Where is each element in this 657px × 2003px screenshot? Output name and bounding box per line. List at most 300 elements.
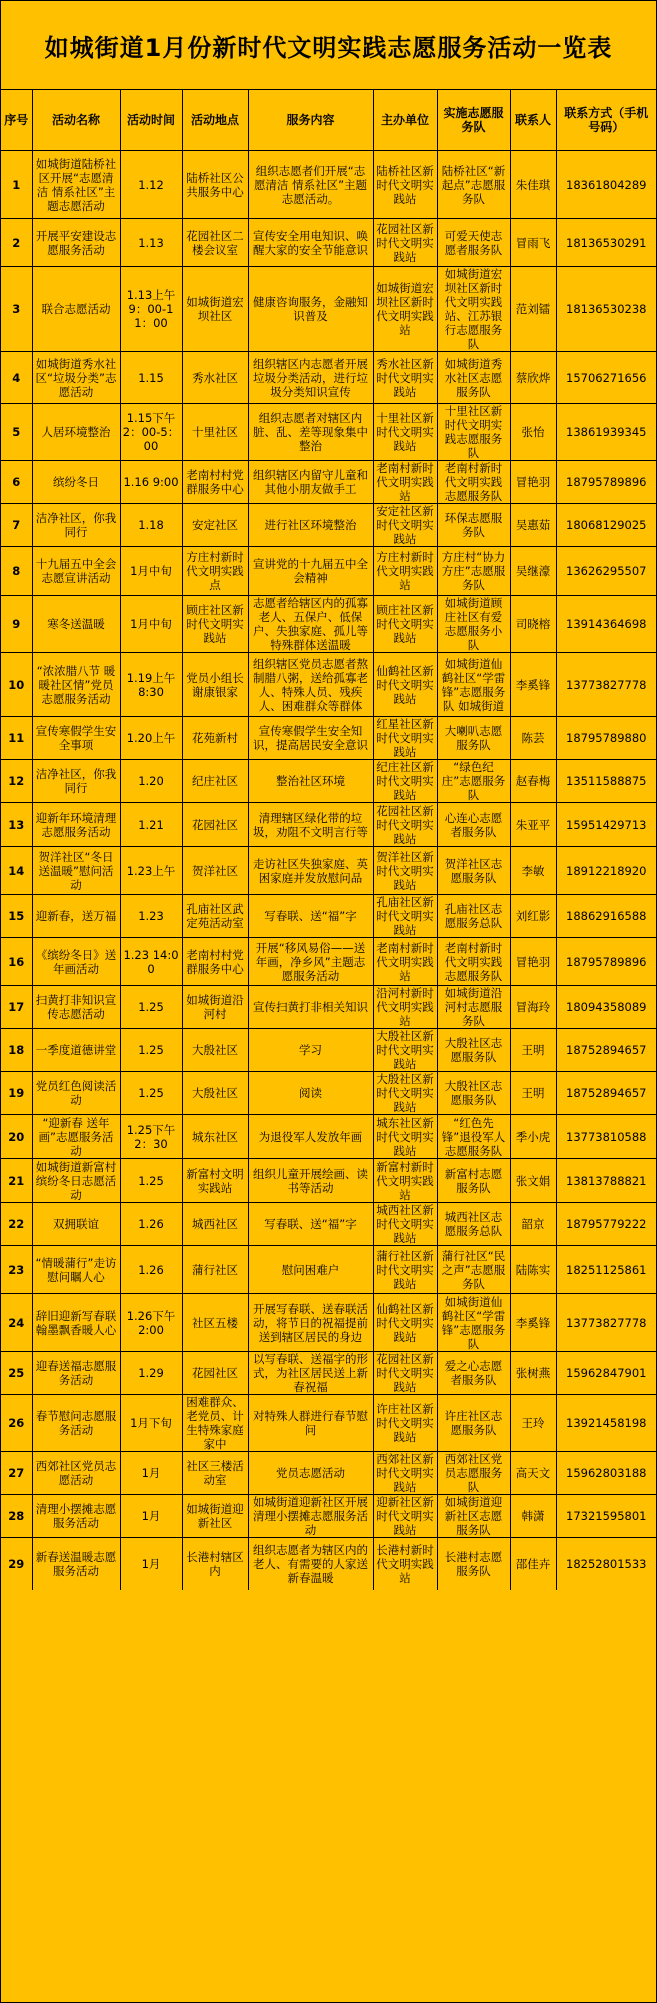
- cell-place: 纪庄社区: [182, 760, 248, 803]
- cell-content: 宣传扫黄打非相关知识: [248, 986, 373, 1029]
- table-body: [1, 151, 656, 1590]
- cell-host: 长港村新时代文明实践站: [373, 1538, 437, 1590]
- cell-time: 1.26下午2:00: [120, 1294, 182, 1352]
- table-row: [1, 1495, 656, 1538]
- cell-name: 人居环境整治: [32, 404, 120, 461]
- cell-phone: 15962803188: [556, 1452, 656, 1495]
- cell-place: 城东社区: [182, 1115, 248, 1159]
- cell-contact: 李敏: [510, 847, 556, 895]
- cell-contact: 季小虎: [510, 1115, 556, 1159]
- cell-contact: 王玲: [510, 1395, 556, 1452]
- cell-name: 如城街道秀水社区“垃圾分类”志愿活动: [32, 352, 120, 404]
- cell-team: 长港村志愿服务队: [437, 1538, 510, 1590]
- table-row: [1, 1072, 656, 1115]
- cell-no: 21: [1, 1159, 32, 1203]
- cell-team: 大殷社区志愿服务队: [437, 1029, 510, 1072]
- cell-content: 如城街道迎新社区开展清理小摆摊志愿服务活动: [248, 1495, 373, 1538]
- cell-name: “情暖蒲行”走访慰问瞩人心: [32, 1246, 120, 1294]
- cell-phone: 18068129025: [556, 504, 656, 547]
- cell-team: 如城街道仙鹤社区“学雷锋”志愿服务队 如城街道: [437, 653, 510, 717]
- cell-contact: 蔡欣烨: [510, 352, 556, 404]
- cell-place: 如城街道迎新社区: [182, 1495, 248, 1538]
- cell-phone: 15951429713: [556, 803, 656, 847]
- cell-content: 组织儿童开展绘画、读书等活动: [248, 1159, 373, 1203]
- header-contact: 联系人: [510, 90, 556, 151]
- header-phone: 联系方式（手机号码）: [556, 90, 656, 151]
- cell-no: 28: [1, 1495, 32, 1538]
- cell-host: 大殷社区新时代文明实践站: [373, 1029, 437, 1072]
- cell-team: 城西社区志愿服务总队: [437, 1203, 510, 1246]
- cell-content: 组织志愿者为辖区内的老人、有需要的人家送新春温暖: [248, 1538, 373, 1590]
- cell-name: 一季度道德讲堂: [32, 1029, 120, 1072]
- cell-no: 7: [1, 504, 32, 547]
- cell-name: “迎新春 送年画”志愿服务活动: [32, 1115, 120, 1159]
- cell-content: 阅读: [248, 1072, 373, 1115]
- cell-team: 心连心志愿者服务队: [437, 803, 510, 847]
- cell-team: 如城街道迎新社区志愿服务队: [437, 1495, 510, 1538]
- table-row: [1, 461, 656, 504]
- cell-name: 贺洋社区“冬日送温暖”慰问活动: [32, 847, 120, 895]
- cell-host: 花园社区新时代文明实践站: [373, 1352, 437, 1395]
- header-no: 序号: [1, 90, 32, 151]
- cell-time: 1.25: [120, 1029, 182, 1072]
- cell-team: 贺洋社区志愿服务队: [437, 847, 510, 895]
- cell-name: 如城街道新富村缤纷冬日志愿活动: [32, 1159, 120, 1203]
- cell-phone: 15962847901: [556, 1352, 656, 1395]
- header-time: 活动时间: [120, 90, 182, 151]
- cell-host: 城东社区新时代文明实践站: [373, 1115, 437, 1159]
- cell-team: 如城街道沿河村志愿服务队: [437, 986, 510, 1029]
- cell-content: 整治社区环境: [248, 760, 373, 803]
- cell-place: 安定社区: [182, 504, 248, 547]
- cell-contact: 朱亚平: [510, 803, 556, 847]
- cell-time: 1月: [120, 1452, 182, 1495]
- cell-contact: 李奚锋: [510, 653, 556, 717]
- cell-name: 党员红色阅读活动: [32, 1072, 120, 1115]
- cell-name: 如城街道陆桥社区开展“志愿清洁 情系社区”主题志愿活动: [32, 151, 120, 219]
- cell-name: 洁净社区，你我同行: [32, 504, 120, 547]
- cell-content: 党员志愿活动: [248, 1452, 373, 1495]
- table-row: [1, 1395, 656, 1452]
- header-place: 活动地点: [182, 90, 248, 151]
- table-row: [1, 1352, 656, 1395]
- table-row: [1, 653, 656, 717]
- sheet-title: 如城街道1月份新时代文明实践志愿服务活动一览表: [1, 1, 656, 90]
- cell-contact: 韩潇: [510, 1495, 556, 1538]
- cell-host: 大殷社区新时代文明实践站: [373, 1072, 437, 1115]
- cell-contact: 陆陈实: [510, 1246, 556, 1294]
- cell-name: 辞旧迎新写春联 翰墨飘香暖人心: [32, 1294, 120, 1352]
- cell-no: 25: [1, 1352, 32, 1395]
- cell-host: 十里社区新时代文明实践站: [373, 404, 437, 461]
- table-row: [1, 1115, 656, 1159]
- table-row: [1, 1203, 656, 1246]
- cell-place: 贺洋社区: [182, 847, 248, 895]
- header-team: 实施志愿服务队: [437, 90, 510, 151]
- cell-phone: 18094358089: [556, 986, 656, 1029]
- table-row: [1, 1159, 656, 1203]
- cell-phone: 15706271656: [556, 352, 656, 404]
- cell-time: 1.20: [120, 760, 182, 803]
- cell-phone: 13921458198: [556, 1395, 656, 1452]
- cell-name: 春节慰问志愿服务活动: [32, 1395, 120, 1452]
- table-row: [1, 986, 656, 1029]
- table-row: [1, 267, 656, 352]
- cell-team: 大喇叭志愿服务队: [437, 717, 510, 760]
- cell-no: 13: [1, 803, 32, 847]
- cell-time: 1.13: [120, 219, 182, 267]
- cell-phone: 18136530238: [556, 267, 656, 352]
- cell-host: 城西社区新时代文明实践站: [373, 1203, 437, 1246]
- cell-phone: 18252801533: [556, 1538, 656, 1590]
- cell-team: 孔庙社区志愿服务总队: [437, 895, 510, 938]
- cell-phone: 13813788821: [556, 1159, 656, 1203]
- cell-phone: 18795789896: [556, 461, 656, 504]
- cell-team: 如城街道秀水社区志愿服务队: [437, 352, 510, 404]
- header-name: 活动名称: [32, 90, 120, 151]
- cell-place: 老南村村党群服务中心: [182, 461, 248, 504]
- cell-host: 西郊社区新时代文明实践站: [373, 1452, 437, 1495]
- table-row: [1, 895, 656, 938]
- cell-place: 老南村村党群服务中心: [182, 938, 248, 986]
- cell-host: 许庄社区新时代文明实践站: [373, 1395, 437, 1452]
- cell-contact: 冒艳羽: [510, 461, 556, 504]
- cell-no: 8: [1, 547, 32, 596]
- cell-place: 长港村辖区内: [182, 1538, 248, 1590]
- cell-place: 如城街道宏坝社区: [182, 267, 248, 352]
- cell-content: 健康咨询服务，金融知识普及: [248, 267, 373, 352]
- cell-content: 为退役军人发放年画: [248, 1115, 373, 1159]
- cell-no: 3: [1, 267, 32, 352]
- cell-phone: 13511588875: [556, 760, 656, 803]
- cell-host: 迎新社区新时代文明实践站: [373, 1495, 437, 1538]
- cell-no: 18: [1, 1029, 32, 1072]
- cell-host: 蒲行社区新时代文明实践站: [373, 1246, 437, 1294]
- cell-place: 困难群众、老党员、计生特殊家庭家中: [182, 1395, 248, 1452]
- cell-no: 1: [1, 151, 32, 219]
- cell-phone: 13773827778: [556, 1294, 656, 1352]
- table-row: [1, 803, 656, 847]
- cell-contact: 王明: [510, 1072, 556, 1115]
- cell-content: 写春联、送“福”字: [248, 895, 373, 938]
- cell-team: 老南村新时代文明实践志愿服务队: [437, 938, 510, 986]
- cell-place: 社区五楼: [182, 1294, 248, 1352]
- cell-content: 对特殊人群进行春节慰问: [248, 1395, 373, 1452]
- cell-no: 2: [1, 219, 32, 267]
- table-row: [1, 1452, 656, 1495]
- cell-phone: 13861939345: [556, 404, 656, 461]
- cell-time: 1.29: [120, 1352, 182, 1395]
- cell-team: 如城街道仙鹤社区“学雷锋”志愿服务队: [437, 1294, 510, 1352]
- cell-time: 1.18: [120, 504, 182, 547]
- cell-content: 组织辖区内志愿者开展垃圾分类活动，进行垃圾分类知识宣传: [248, 352, 373, 404]
- cell-time: 1.26: [120, 1203, 182, 1246]
- cell-name: 双拥联谊: [32, 1203, 120, 1246]
- cell-content: 进行社区环境整治: [248, 504, 373, 547]
- cell-contact: 司晓榕: [510, 596, 556, 653]
- cell-place: 花园社区: [182, 1352, 248, 1395]
- cell-contact: 冒艳羽: [510, 938, 556, 986]
- table-row: [1, 1294, 656, 1352]
- cell-contact: 张树燕: [510, 1352, 556, 1395]
- cell-no: 20: [1, 1115, 32, 1159]
- cell-team: 许庄社区志愿服务队: [437, 1395, 510, 1452]
- cell-content: 宣传寒假学生安全知识，提高居民安全意识: [248, 717, 373, 760]
- cell-no: 29: [1, 1538, 32, 1590]
- table-row: [1, 596, 656, 653]
- table-row: [1, 504, 656, 547]
- cell-place: 十里社区: [182, 404, 248, 461]
- cell-host: 孔庙社区新时代文明实践站: [373, 895, 437, 938]
- cell-no: 9: [1, 596, 32, 653]
- cell-time: 1.15: [120, 352, 182, 404]
- cell-host: 花园社区新时代文明实践站: [373, 803, 437, 847]
- cell-no: 19: [1, 1072, 32, 1115]
- cell-place: 孔庙社区武定苑活动室: [182, 895, 248, 938]
- cell-place: 陆桥社区公共服务中心: [182, 151, 248, 219]
- cell-no: 23: [1, 1246, 32, 1294]
- table-row: [1, 547, 656, 596]
- cell-place: 城西社区: [182, 1203, 248, 1246]
- cell-host: 仙鹤社区新时代文明实践站: [373, 1294, 437, 1352]
- cell-name: 迎新春，送万福: [32, 895, 120, 938]
- cell-host: 沿河村新时代文明实践站: [373, 986, 437, 1029]
- cell-content: 组织辖区党员志愿者熬制腊八粥，送给孤寡老人、特殊人员、残疾人、困难群众等群体: [248, 653, 373, 717]
- cell-time: 1.15下午2：00-5：00: [120, 404, 182, 461]
- cell-no: 27: [1, 1452, 32, 1495]
- cell-host: 纪庄社区新时代文明实践站: [373, 760, 437, 803]
- cell-host: 花园社区新时代文明实践站: [373, 219, 437, 267]
- cell-team: 大殷社区志愿服务队: [437, 1072, 510, 1115]
- cell-time: 1月: [120, 1538, 182, 1590]
- cell-place: 花园社区: [182, 803, 248, 847]
- cell-time: 1月中旬: [120, 547, 182, 596]
- cell-name: 开展平安建设志愿服务活动: [32, 219, 120, 267]
- cell-contact: 陈芸: [510, 717, 556, 760]
- cell-host: 秀水社区新时代文明实践站: [373, 352, 437, 404]
- table-row: [1, 1538, 656, 1590]
- cell-no: 16: [1, 938, 32, 986]
- cell-content: 慰问困难户: [248, 1246, 373, 1294]
- cell-name: 十九届五中全会志愿宣讲活动: [32, 547, 120, 596]
- cell-team: 环保志愿服务队: [437, 504, 510, 547]
- cell-host: 方庄村新时代文明实践站: [373, 547, 437, 596]
- table-row: [1, 760, 656, 803]
- cell-contact: 李奚锋: [510, 1294, 556, 1352]
- cell-phone: 13773810588: [556, 1115, 656, 1159]
- cell-phone: 18795779222: [556, 1203, 656, 1246]
- cell-time: 1.20上午: [120, 717, 182, 760]
- cell-team: 新富村志愿服务队: [437, 1159, 510, 1203]
- cell-name: 宣传寒假学生安全事项: [32, 717, 120, 760]
- cell-contact: 刘红影: [510, 895, 556, 938]
- cell-name: 扫黄打非知识宣传志愿活动: [32, 986, 120, 1029]
- cell-no: 10: [1, 653, 32, 717]
- cell-content: 走访社区失独家庭、英困家庭并发放慰问品: [248, 847, 373, 895]
- cell-phone: 18862916588: [556, 895, 656, 938]
- cell-name: 清理小摆摊志愿服务活动: [32, 1495, 120, 1538]
- cell-no: 24: [1, 1294, 32, 1352]
- cell-name: 缤纷冬日: [32, 461, 120, 504]
- cell-no: 6: [1, 461, 32, 504]
- cell-place: 花园社区二楼会议室: [182, 219, 248, 267]
- cell-time: 1.13上午9：00-11：00: [120, 267, 182, 352]
- table-row: [1, 717, 656, 760]
- cell-place: 方庄村新时代文明实践点: [182, 547, 248, 596]
- cell-contact: 张怡: [510, 404, 556, 461]
- cell-team: 十里社区新时代文明实践志愿服务队: [437, 404, 510, 461]
- cell-name: “浓浓腊八节 暖暖社区情”党员志愿服务活动: [32, 653, 120, 717]
- cell-no: 26: [1, 1395, 32, 1452]
- table-row: [1, 404, 656, 461]
- cell-contact: 赵春梅: [510, 760, 556, 803]
- cell-team: 蒲行社区“民之声”志愿服务队: [437, 1246, 510, 1294]
- cell-place: 大殷社区: [182, 1029, 248, 1072]
- cell-team: 方庄村“协力方庄”志愿服务队: [437, 547, 510, 596]
- table-row: [1, 352, 656, 404]
- cell-team: 可爱天使志愿者服务队: [437, 219, 510, 267]
- cell-host: 老南村新时代文明实践站: [373, 461, 437, 504]
- cell-host: 安定社区新时代文明实践站: [373, 504, 437, 547]
- cell-name: 寒冬送温暖: [32, 596, 120, 653]
- table-row: [1, 1029, 656, 1072]
- cell-contact: 冒雨飞: [510, 219, 556, 267]
- cell-time: 1.23: [120, 895, 182, 938]
- cell-phone: 13626295507: [556, 547, 656, 596]
- cell-place: 秀水社区: [182, 352, 248, 404]
- cell-no: 22: [1, 1203, 32, 1246]
- cell-phone: 18361804289: [556, 151, 656, 219]
- cell-time: 1.25: [120, 986, 182, 1029]
- cell-place: 社区三楼活动室: [182, 1452, 248, 1495]
- cell-no: 15: [1, 895, 32, 938]
- cell-place: 顾庄社区新时代文明实践站: [182, 596, 248, 653]
- cell-team: 老南村新时代文明实践志愿服务队: [437, 461, 510, 504]
- cell-place: 蒲行社区: [182, 1246, 248, 1294]
- cell-name: 迎春送福志愿服务活动: [32, 1352, 120, 1395]
- cell-time: 1.23 14:00: [120, 938, 182, 986]
- cell-time: 1.25: [120, 1159, 182, 1203]
- cell-host: 顾庄社区新时代文明实践站: [373, 596, 437, 653]
- cell-phone: 18136530291: [556, 219, 656, 267]
- cell-content: 写春联、送“福”字: [248, 1203, 373, 1246]
- cell-host: 仙鹤社区新时代文明实践站: [373, 653, 437, 717]
- header-host: 主办单位: [373, 90, 437, 151]
- cell-time: 1.12: [120, 151, 182, 219]
- cell-team: 爱之心志愿者服务队: [437, 1352, 510, 1395]
- cell-content: 开展“移风易俗——送年画，净乡风”主题志愿服务活动: [248, 938, 373, 986]
- cell-contact: 韶京: [510, 1203, 556, 1246]
- cell-contact: 吴惠茹: [510, 504, 556, 547]
- cell-place: 花苑新村: [182, 717, 248, 760]
- table-row: [1, 847, 656, 895]
- cell-contact: 邵佳卉: [510, 1538, 556, 1590]
- cell-contact: 高天文: [510, 1452, 556, 1495]
- cell-time: 1.16 9:00: [120, 461, 182, 504]
- cell-time: 1.19上午8:30: [120, 653, 182, 717]
- cell-content: 学习: [248, 1029, 373, 1072]
- table-row: [1, 151, 656, 219]
- cell-place: 新富村文明实践站: [182, 1159, 248, 1203]
- cell-host: 老南村新时代文明实践站: [373, 938, 437, 986]
- cell-place: 如城街道沿河村: [182, 986, 248, 1029]
- cell-phone: 18251125861: [556, 1246, 656, 1294]
- header-row: [1, 90, 656, 151]
- cell-time: 1月下旬: [120, 1395, 182, 1452]
- cell-content: 清理辖区绿化带的垃圾，劝阻不文明言行等: [248, 803, 373, 847]
- cell-content: 以写春联、送福字的形式，为社区居民送上新春祝福: [248, 1352, 373, 1395]
- cell-phone: 18912218920: [556, 847, 656, 895]
- cell-name: 新春送温暖志愿服务活动: [32, 1538, 120, 1590]
- cell-host: 陆桥社区新时代文明实践站: [373, 151, 437, 219]
- cell-no: 11: [1, 717, 32, 760]
- cell-host: 贺洋社区新时代文明实践站: [373, 847, 437, 895]
- cell-no: 17: [1, 986, 32, 1029]
- cell-contact: 冒海玲: [510, 986, 556, 1029]
- cell-contact: 范刘镭: [510, 267, 556, 352]
- cell-team: 西郊社区党员志愿服务队: [437, 1452, 510, 1495]
- cell-contact: 朱佳琪: [510, 151, 556, 219]
- cell-content: 宣讲党的十九届五中全会精神: [248, 547, 373, 596]
- cell-time: 1.25下午2：30: [120, 1115, 182, 1159]
- cell-content: 组织志愿者对辖区内脏、乱、差等现象集中整治: [248, 404, 373, 461]
- cell-time: 1.26: [120, 1246, 182, 1294]
- cell-phone: 13773827778: [556, 653, 656, 717]
- cell-time: 1月中旬: [120, 596, 182, 653]
- cell-content: 宣传安全用电知识、唤醒大家的安全节能意识: [248, 219, 373, 267]
- cell-no: 14: [1, 847, 32, 895]
- cell-name: 西郊社区党员志愿活动: [32, 1452, 120, 1495]
- cell-no: 4: [1, 352, 32, 404]
- cell-host: 新富村新时代文明实践站: [373, 1159, 437, 1203]
- table-row: [1, 938, 656, 986]
- cell-phone: 17321595801: [556, 1495, 656, 1538]
- cell-phone: 18795789880: [556, 717, 656, 760]
- cell-content: 开展写春联、送春联活动，将节日的祝福提前送到辖区居民的身边: [248, 1294, 373, 1352]
- cell-team: “红色先锋”退役军人志愿服务队: [437, 1115, 510, 1159]
- table-row: [1, 219, 656, 267]
- cell-host: 红星社区新时代文明实践站: [373, 717, 437, 760]
- cell-contact: 张文娟: [510, 1159, 556, 1203]
- cell-place: 大殷社区: [182, 1072, 248, 1115]
- cell-name: 迎新年环境清理志愿服务活动: [32, 803, 120, 847]
- cell-time: 1月: [120, 1495, 182, 1538]
- cell-name: 洁净社区，你我同行: [32, 760, 120, 803]
- cell-host: 如城街道宏坝社区新时代文明实践站: [373, 267, 437, 352]
- cell-place: 党员小组长谢康银家: [182, 653, 248, 717]
- cell-name: 联合志愿活动: [32, 267, 120, 352]
- cell-time: 1.25: [120, 1072, 182, 1115]
- cell-phone: 18752894657: [556, 1029, 656, 1072]
- cell-time: 1.21: [120, 803, 182, 847]
- cell-contact: 吴继濠: [510, 547, 556, 596]
- cell-no: 12: [1, 760, 32, 803]
- activity-table: [1, 90, 656, 1590]
- cell-phone: 18795789896: [556, 938, 656, 986]
- cell-phone: 13914364698: [556, 596, 656, 653]
- cell-content: 志愿者给辖区内的孤寡老人、五保户、低保户、失独家庭、孤儿等特殊群体送温暖: [248, 596, 373, 653]
- table-row: [1, 1246, 656, 1294]
- header-content: 服务内容: [248, 90, 373, 151]
- cell-content: 组织辖区内留守儿童和其他小朋友做手工: [248, 461, 373, 504]
- cell-team: “绿色纪庄”志愿服务队: [437, 760, 510, 803]
- cell-phone: 18752894657: [556, 1072, 656, 1115]
- cell-contact: 王明: [510, 1029, 556, 1072]
- cell-no: 5: [1, 404, 32, 461]
- cell-team: 陆桥社区“新起点”志愿服务队: [437, 151, 510, 219]
- cell-time: 1.23上午: [120, 847, 182, 895]
- cell-team: 如城街道宏坝社区新时代文明实践站、江苏银行志愿服务队: [437, 267, 510, 352]
